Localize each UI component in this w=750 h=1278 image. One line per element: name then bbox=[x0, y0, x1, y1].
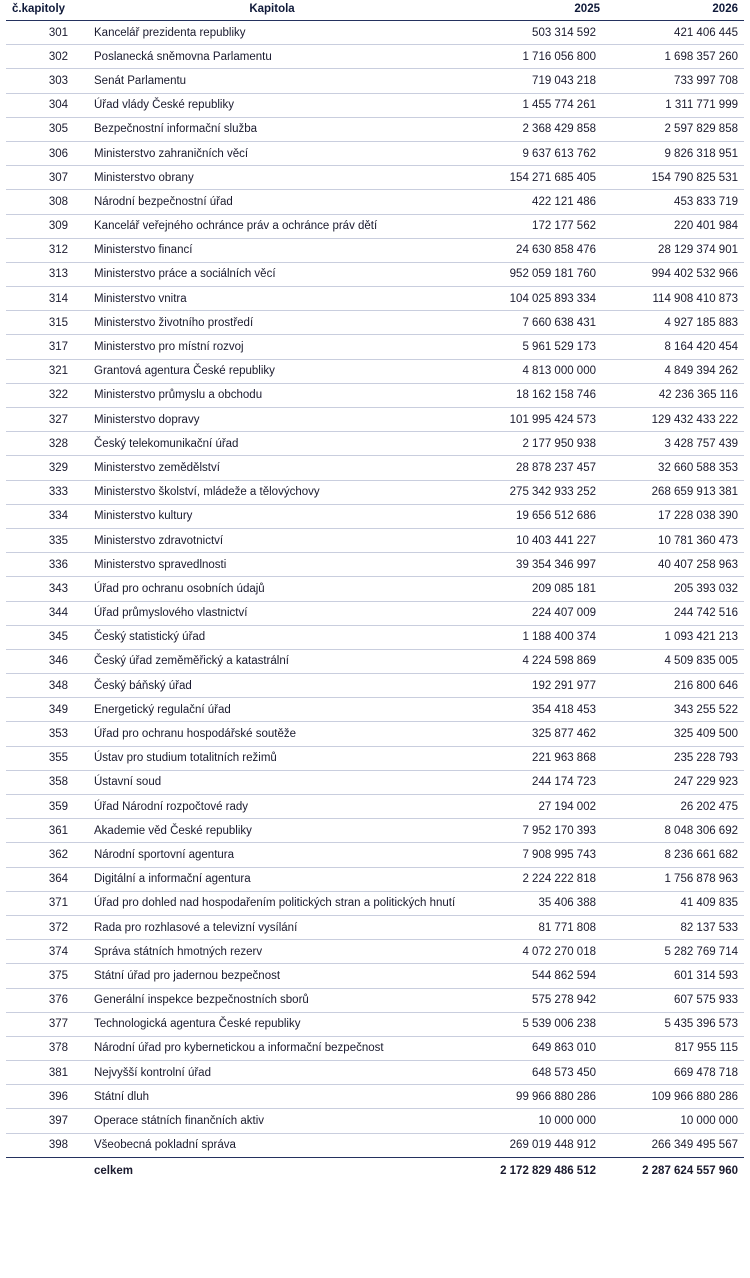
cell-value-2025: 19 656 512 686 bbox=[464, 504, 606, 528]
table-row bbox=[6, 93, 744, 117]
table-header bbox=[6, 0, 744, 21]
cell-chapter-name: Poslanecká sněmovna Parlamentu bbox=[80, 45, 464, 69]
column-header-year-2025: 2025 bbox=[464, 0, 606, 21]
cell-chapter-name: Všeobecná pokladní správa bbox=[94, 1139, 236, 1152]
cell-chapter-number: 306 bbox=[6, 141, 80, 165]
cell-value-2026: 4 849 394 262 bbox=[606, 359, 744, 383]
cell-chapter-name: Ministerstvo obrany bbox=[80, 166, 464, 190]
cell-value-2025: 7 660 638 431 bbox=[464, 311, 606, 335]
budget-table bbox=[6, 0, 744, 1181]
table-row bbox=[6, 577, 744, 601]
table-row bbox=[6, 698, 744, 722]
cell-value-2026: 235 228 793 bbox=[606, 746, 744, 770]
cell-value-2025: 1 455 774 261 bbox=[464, 93, 606, 117]
table-row bbox=[6, 940, 744, 964]
table-row bbox=[6, 1109, 744, 1133]
cell-value-2025: 325 877 462 bbox=[464, 722, 606, 746]
table-row bbox=[6, 770, 744, 794]
cell-value-2025: 5 961 529 173 bbox=[464, 335, 606, 359]
cell-value-2026: 8 236 661 682 bbox=[606, 843, 744, 867]
table-row bbox=[6, 553, 744, 577]
table-row bbox=[6, 1133, 744, 1157]
cell-chapter-name: Ministerstvo dopravy bbox=[80, 408, 464, 432]
cell-value-2025: 28 878 237 457 bbox=[464, 456, 606, 480]
total-row-value-2025: 2 172 829 486 512 bbox=[464, 1157, 606, 1181]
cell-value-2025: 101 995 424 573 bbox=[464, 408, 606, 432]
table-row bbox=[6, 359, 744, 383]
table-row bbox=[6, 674, 744, 698]
cell-chapter-name: Úřad průmyslového vlastnictví bbox=[80, 601, 464, 625]
table-row bbox=[6, 311, 744, 335]
cell-chapter-number: 303 bbox=[6, 69, 80, 93]
cell-chapter-number: 375 bbox=[6, 964, 80, 988]
table-row bbox=[6, 915, 744, 939]
cell-value-2026: 266 349 495 567 bbox=[651, 1139, 738, 1152]
cell-value-2025: 35 406 388 bbox=[464, 891, 606, 915]
table-row bbox=[6, 117, 744, 141]
cell-value-2025: 18 162 158 746 bbox=[464, 383, 606, 407]
cell-chapter-number: 317 bbox=[6, 335, 80, 359]
cell-value-2026: 205 393 032 bbox=[606, 577, 744, 601]
cell-value-2025: 1 716 056 800 bbox=[464, 45, 606, 69]
table-row bbox=[6, 1061, 744, 1085]
cell-value-2025: 27 194 002 bbox=[464, 795, 606, 819]
cell-value-2026: 41 409 835 bbox=[606, 891, 744, 915]
cell-value-2026: 220 401 984 bbox=[606, 214, 744, 238]
table-row bbox=[6, 746, 744, 770]
table-row bbox=[6, 214, 744, 238]
cell-chapter-number: 353 bbox=[6, 722, 80, 746]
table-row bbox=[6, 383, 744, 407]
cell-chapter-number: 336 bbox=[6, 553, 80, 577]
cell-chapter-number: 328 bbox=[6, 432, 80, 456]
cell-value-2026: 40 407 258 963 bbox=[606, 553, 744, 577]
cell-chapter-name: Ministerstvo průmyslu a obchodu bbox=[80, 383, 464, 407]
total-row-value-2026: 2 287 624 557 960 bbox=[606, 1157, 744, 1181]
cell-chapter-name: Český úřad zeměměřický a katastrální bbox=[80, 649, 464, 673]
cell-value-2026: 42 236 365 116 bbox=[606, 383, 744, 407]
table-row bbox=[6, 528, 744, 552]
cell-chapter-number: 304 bbox=[6, 93, 80, 117]
cell-chapter-name: Ministerstvo zdravotnictví bbox=[80, 528, 464, 552]
column-header-chapter-name: Kapitola bbox=[80, 0, 464, 21]
cell-value-2025: 952 059 181 760 bbox=[464, 262, 606, 286]
cell-chapter-number: 371 bbox=[6, 891, 80, 915]
column-header-year-2026: 2026 bbox=[606, 0, 744, 21]
cell-value-2026: 2 597 829 858 bbox=[606, 117, 744, 141]
cell-value-2026: 114 908 410 873 bbox=[606, 287, 744, 311]
cell-value-2025: 209 085 181 bbox=[464, 577, 606, 601]
cell-value-2026: 17 228 038 390 bbox=[606, 504, 744, 528]
cell-chapter-name: Ministerstvo zemědělství bbox=[80, 456, 464, 480]
cell-chapter-name: Státní úřad pro jadernou bezpečnost bbox=[80, 964, 464, 988]
cell-value-2025: 10 000 000 bbox=[464, 1109, 606, 1133]
cell-value-2025: 172 177 562 bbox=[464, 214, 606, 238]
cell-value-2025: 7 908 995 743 bbox=[464, 843, 606, 867]
cell-chapter-name: Energetický regulační úřad bbox=[80, 698, 464, 722]
cell-value-2026: 9 826 318 951 bbox=[606, 141, 744, 165]
table-row bbox=[6, 408, 744, 432]
cell-value-2025: 99 966 880 286 bbox=[464, 1085, 606, 1109]
cell-value-2025: 2 368 429 858 bbox=[464, 117, 606, 141]
table-row bbox=[6, 601, 744, 625]
cell-chapter-number: 398 bbox=[48, 1139, 68, 1152]
cell-chapter-name: Ministerstvo vnitra bbox=[80, 287, 464, 311]
cell-chapter-name: Ministerstvo pro místní rozvoj bbox=[80, 335, 464, 359]
cell-chapter-name: Bezpečnostní informační služba bbox=[80, 117, 464, 141]
cell-value-2026: 26 202 475 bbox=[606, 795, 744, 819]
cell-chapter-number: 361 bbox=[6, 819, 80, 843]
cell-value-2026: 994 402 532 966 bbox=[606, 262, 744, 286]
cell-chapter-number: 346 bbox=[6, 649, 80, 673]
cell-value-2025: 7 952 170 393 bbox=[464, 819, 606, 843]
total-row bbox=[6, 1157, 744, 1181]
table-row bbox=[6, 819, 744, 843]
cell-chapter-name: Český báňský úřad bbox=[80, 674, 464, 698]
cell-chapter-name: Český statistický úřad bbox=[80, 625, 464, 649]
cell-value-2026: 10 781 360 473 bbox=[606, 528, 744, 552]
cell-chapter-name: Ministerstvo kultury bbox=[80, 504, 464, 528]
table-row bbox=[6, 456, 744, 480]
cell-chapter-number: 309 bbox=[6, 214, 80, 238]
cell-value-2025: 649 863 010 bbox=[464, 1036, 606, 1060]
cell-chapter-number: 329 bbox=[6, 456, 80, 480]
cell-value-2026: 109 966 880 286 bbox=[606, 1085, 744, 1109]
cell-value-2026: 82 137 533 bbox=[606, 915, 744, 939]
cell-chapter-number: 302 bbox=[6, 45, 80, 69]
cell-value-2026: 817 955 115 bbox=[606, 1036, 744, 1060]
cell-value-2026: 733 997 708 bbox=[606, 69, 744, 93]
cell-chapter-name: Správa státních hmotných rezerv bbox=[80, 940, 464, 964]
cell-chapter-number: 364 bbox=[6, 867, 80, 891]
cell-value-2026: 216 800 646 bbox=[606, 674, 744, 698]
cell-chapter-name: Český telekomunikační úřad bbox=[80, 432, 464, 456]
cell-chapter-number: 335 bbox=[6, 528, 80, 552]
cell-value-2025: 503 314 592 bbox=[464, 21, 606, 45]
table-row bbox=[6, 287, 744, 311]
table-row bbox=[6, 1012, 744, 1036]
cell-chapter-name: Akademie věd České republiky bbox=[80, 819, 464, 843]
cell-value-2026: 8 048 306 692 bbox=[606, 819, 744, 843]
cell-chapter-number: 362 bbox=[6, 843, 80, 867]
table-body bbox=[6, 21, 744, 1158]
cell-chapter-number: 396 bbox=[6, 1085, 80, 1109]
cell-value-2026: 8 164 420 454 bbox=[606, 335, 744, 359]
cell-value-2025: 5 539 006 238 bbox=[464, 1012, 606, 1036]
cell-value-2025: 1 188 400 374 bbox=[464, 625, 606, 649]
cell-chapter-number: 334 bbox=[6, 504, 80, 528]
table-row bbox=[6, 843, 744, 867]
cell-value-2026: 32 660 588 353 bbox=[606, 456, 744, 480]
cell-chapter-number: 307 bbox=[6, 166, 80, 190]
cell-value-2025: 224 407 009 bbox=[464, 601, 606, 625]
cell-value-2026: 325 409 500 bbox=[606, 722, 744, 746]
table-row bbox=[6, 238, 744, 262]
table-row bbox=[6, 335, 744, 359]
total-row-empty-cell bbox=[6, 1157, 80, 1181]
cell-chapter-number: 344 bbox=[6, 601, 80, 625]
cell-chapter-number: 377 bbox=[6, 1012, 80, 1036]
cell-value-2025: 10 403 441 227 bbox=[464, 528, 606, 552]
table-row bbox=[6, 1036, 744, 1060]
cell-value-2025: 4 072 270 018 bbox=[464, 940, 606, 964]
cell-chapter-name: Grantová agentura České republiky bbox=[80, 359, 464, 383]
cell-value-2025: 354 418 453 bbox=[464, 698, 606, 722]
cell-chapter-name: Úřad pro ochranu hospodářské soutěže bbox=[80, 722, 464, 746]
cell-value-2026: 1 093 421 213 bbox=[606, 625, 744, 649]
table-row bbox=[6, 432, 744, 456]
cell-value-2026: 601 314 593 bbox=[606, 964, 744, 988]
cell-value-2025: 4 224 598 869 bbox=[464, 649, 606, 673]
cell-chapter-number: 349 bbox=[6, 698, 80, 722]
cell-value-2025: 221 963 868 bbox=[464, 746, 606, 770]
cell-chapter-name: Ministerstvo školství, mládeže a tělovýchovy bbox=[80, 480, 464, 504]
cell-value-2026: 421 406 445 bbox=[606, 21, 744, 45]
table-row bbox=[6, 190, 744, 214]
cell-chapter-name: Technologická agentura České republiky bbox=[80, 1012, 464, 1036]
cell-chapter-number: 315 bbox=[6, 311, 80, 335]
table-row bbox=[6, 722, 744, 746]
cell-value-2026: 669 478 718 bbox=[606, 1061, 744, 1085]
cell-chapter-number: 376 bbox=[6, 988, 80, 1012]
table-header-row bbox=[6, 0, 744, 21]
cell-value-2025: 2 224 222 818 bbox=[464, 867, 606, 891]
cell-chapter-name: Kancelář veřejného ochránce práv a ochránce práv dětí bbox=[80, 214, 464, 238]
cell-value-2026: 247 229 923 bbox=[606, 770, 744, 794]
cell-chapter-name: Národní sportovní agentura bbox=[80, 843, 464, 867]
cell-chapter-name: Národní úřad pro kybernetickou a informační bezpečnost bbox=[80, 1036, 464, 1060]
cell-chapter-name: Kancelář prezidenta republiky bbox=[80, 21, 464, 45]
cell-chapter-name: Ministerstvo práce a sociálních věcí bbox=[80, 262, 464, 286]
cell-chapter-number: 301 bbox=[6, 21, 80, 45]
cell-value-2026: 28 129 374 901 bbox=[606, 238, 744, 262]
cell-chapter-name: Úřad pro ochranu osobních údajů bbox=[80, 577, 464, 601]
cell-value-2026: 607 575 933 bbox=[606, 988, 744, 1012]
cell-chapter-name: Úřad vlády České republiky bbox=[80, 93, 464, 117]
cell-value-2026: 3 428 757 439 bbox=[606, 432, 744, 456]
cell-value-2025: 154 271 685 405 bbox=[464, 166, 606, 190]
cell-value-2025: 422 121 486 bbox=[464, 190, 606, 214]
cell-chapter-name: Úřad Národní rozpočtové rady bbox=[80, 795, 464, 819]
cell-value-2026: 4 509 835 005 bbox=[606, 649, 744, 673]
cell-value-2025: 9 637 613 762 bbox=[464, 141, 606, 165]
total-row-label: celkem bbox=[80, 1157, 464, 1181]
cell-chapter-name: Ústav pro studium totalitních režimů bbox=[80, 746, 464, 770]
cell-value-2026: 453 833 719 bbox=[606, 190, 744, 214]
cell-value-2026: 5 435 396 573 bbox=[606, 1012, 744, 1036]
cell-chapter-number: 327 bbox=[6, 408, 80, 432]
cell-value-2025: 575 278 942 bbox=[464, 988, 606, 1012]
cell-chapter-number: 358 bbox=[6, 770, 80, 794]
table-row bbox=[6, 891, 744, 915]
cell-chapter-number: 305 bbox=[6, 117, 80, 141]
cell-chapter-name: Rada pro rozhlasové a televizní vysílání bbox=[80, 915, 464, 939]
cell-value-2025: 4 813 000 000 bbox=[464, 359, 606, 383]
cell-chapter-number: 322 bbox=[6, 383, 80, 407]
cell-chapter-number: 314 bbox=[6, 287, 80, 311]
cell-value-2025: 24 630 858 476 bbox=[464, 238, 606, 262]
cell-chapter-number: 359 bbox=[6, 795, 80, 819]
table-footer bbox=[6, 1157, 744, 1181]
cell-chapter-number: 397 bbox=[6, 1109, 80, 1133]
cell-chapter-number: 345 bbox=[6, 625, 80, 649]
cell-chapter-name: Ústavní soud bbox=[80, 770, 464, 794]
cell-value-2025: 39 354 346 997 bbox=[464, 553, 606, 577]
cell-value-2026: 154 790 825 531 bbox=[606, 166, 744, 190]
cell-chapter-number: 321 bbox=[6, 359, 80, 383]
cell-value-2025: 81 771 808 bbox=[464, 915, 606, 939]
table-row bbox=[6, 1085, 744, 1109]
cell-value-2025: 275 342 933 252 bbox=[464, 480, 606, 504]
cell-chapter-name: Operace státních finančních aktiv bbox=[80, 1109, 464, 1133]
cell-value-2025: 269 019 448 912 bbox=[509, 1139, 596, 1152]
cell-chapter-name: Senát Parlamentu bbox=[80, 69, 464, 93]
table-row bbox=[6, 141, 744, 165]
cell-chapter-name: Úřad pro dohled nad hospodařením politických stran a politických hnutí bbox=[80, 891, 464, 915]
cell-chapter-number: 374 bbox=[6, 940, 80, 964]
cell-chapter-name: Generální inspekce bezpečnostních sborů bbox=[80, 988, 464, 1012]
cell-chapter-name: Státní dluh bbox=[80, 1085, 464, 1109]
cell-chapter-name: Národní bezpečnostní úřad bbox=[80, 190, 464, 214]
table-row bbox=[6, 45, 744, 69]
cell-value-2025: 719 043 218 bbox=[464, 69, 606, 93]
table-row bbox=[6, 166, 744, 190]
cell-value-2026: 1 756 878 963 bbox=[606, 867, 744, 891]
table-row bbox=[6, 480, 744, 504]
cell-value-2026: 10 000 000 bbox=[606, 1109, 744, 1133]
cell-value-2025: 2 177 950 938 bbox=[464, 432, 606, 456]
cell-chapter-number: 333 bbox=[6, 480, 80, 504]
cell-value-2025: 244 174 723 bbox=[464, 770, 606, 794]
cell-value-2026: 5 282 769 714 bbox=[606, 940, 744, 964]
cell-chapter-number: 372 bbox=[6, 915, 80, 939]
cell-value-2026: 4 927 185 883 bbox=[606, 311, 744, 335]
cell-value-2026: 244 742 516 bbox=[606, 601, 744, 625]
cell-value-2026: 129 432 433 222 bbox=[606, 408, 744, 432]
table-row bbox=[6, 988, 744, 1012]
table-row bbox=[6, 964, 744, 988]
cell-chapter-number: 378 bbox=[6, 1036, 80, 1060]
cell-value-2026: 1 311 771 999 bbox=[606, 93, 744, 117]
cell-value-2026: 343 255 522 bbox=[606, 698, 744, 722]
table-row bbox=[6, 69, 744, 93]
table-row bbox=[6, 795, 744, 819]
table-row bbox=[6, 649, 744, 673]
cell-value-2026: 268 659 913 381 bbox=[606, 480, 744, 504]
cell-chapter-name: Ministerstvo zahraničních věcí bbox=[80, 141, 464, 165]
table-row bbox=[6, 21, 744, 45]
table-row bbox=[6, 504, 744, 528]
cell-chapter-number: 313 bbox=[6, 262, 80, 286]
cell-chapter-number: 348 bbox=[6, 674, 80, 698]
cell-value-2025: 104 025 893 334 bbox=[464, 287, 606, 311]
cell-chapter-number: 381 bbox=[6, 1061, 80, 1085]
cell-chapter-number: 343 bbox=[6, 577, 80, 601]
table-row bbox=[6, 625, 744, 649]
column-header-chapter-number: č.kapitoly bbox=[6, 0, 80, 21]
cell-chapter-name: Nejvyšší kontrolní úřad bbox=[80, 1061, 464, 1085]
cell-chapter-number: 312 bbox=[6, 238, 80, 262]
cell-value-2025: 544 862 594 bbox=[464, 964, 606, 988]
cell-chapter-number: 308 bbox=[6, 190, 80, 214]
cell-value-2025: 648 573 450 bbox=[464, 1061, 606, 1085]
cell-value-2026: 1 698 357 260 bbox=[606, 45, 744, 69]
cell-value-2025: 192 291 977 bbox=[464, 674, 606, 698]
table-row bbox=[6, 867, 744, 891]
cell-chapter-name: Ministerstvo spravedlnosti bbox=[80, 553, 464, 577]
cell-chapter-name: Digitální a informační agentura bbox=[80, 867, 464, 891]
table-row bbox=[6, 262, 744, 286]
cell-chapter-name: Ministerstvo financí bbox=[80, 238, 464, 262]
cell-chapter-name: Ministerstvo životního prostředí bbox=[80, 311, 464, 335]
cell-chapter-number: 355 bbox=[6, 746, 80, 770]
